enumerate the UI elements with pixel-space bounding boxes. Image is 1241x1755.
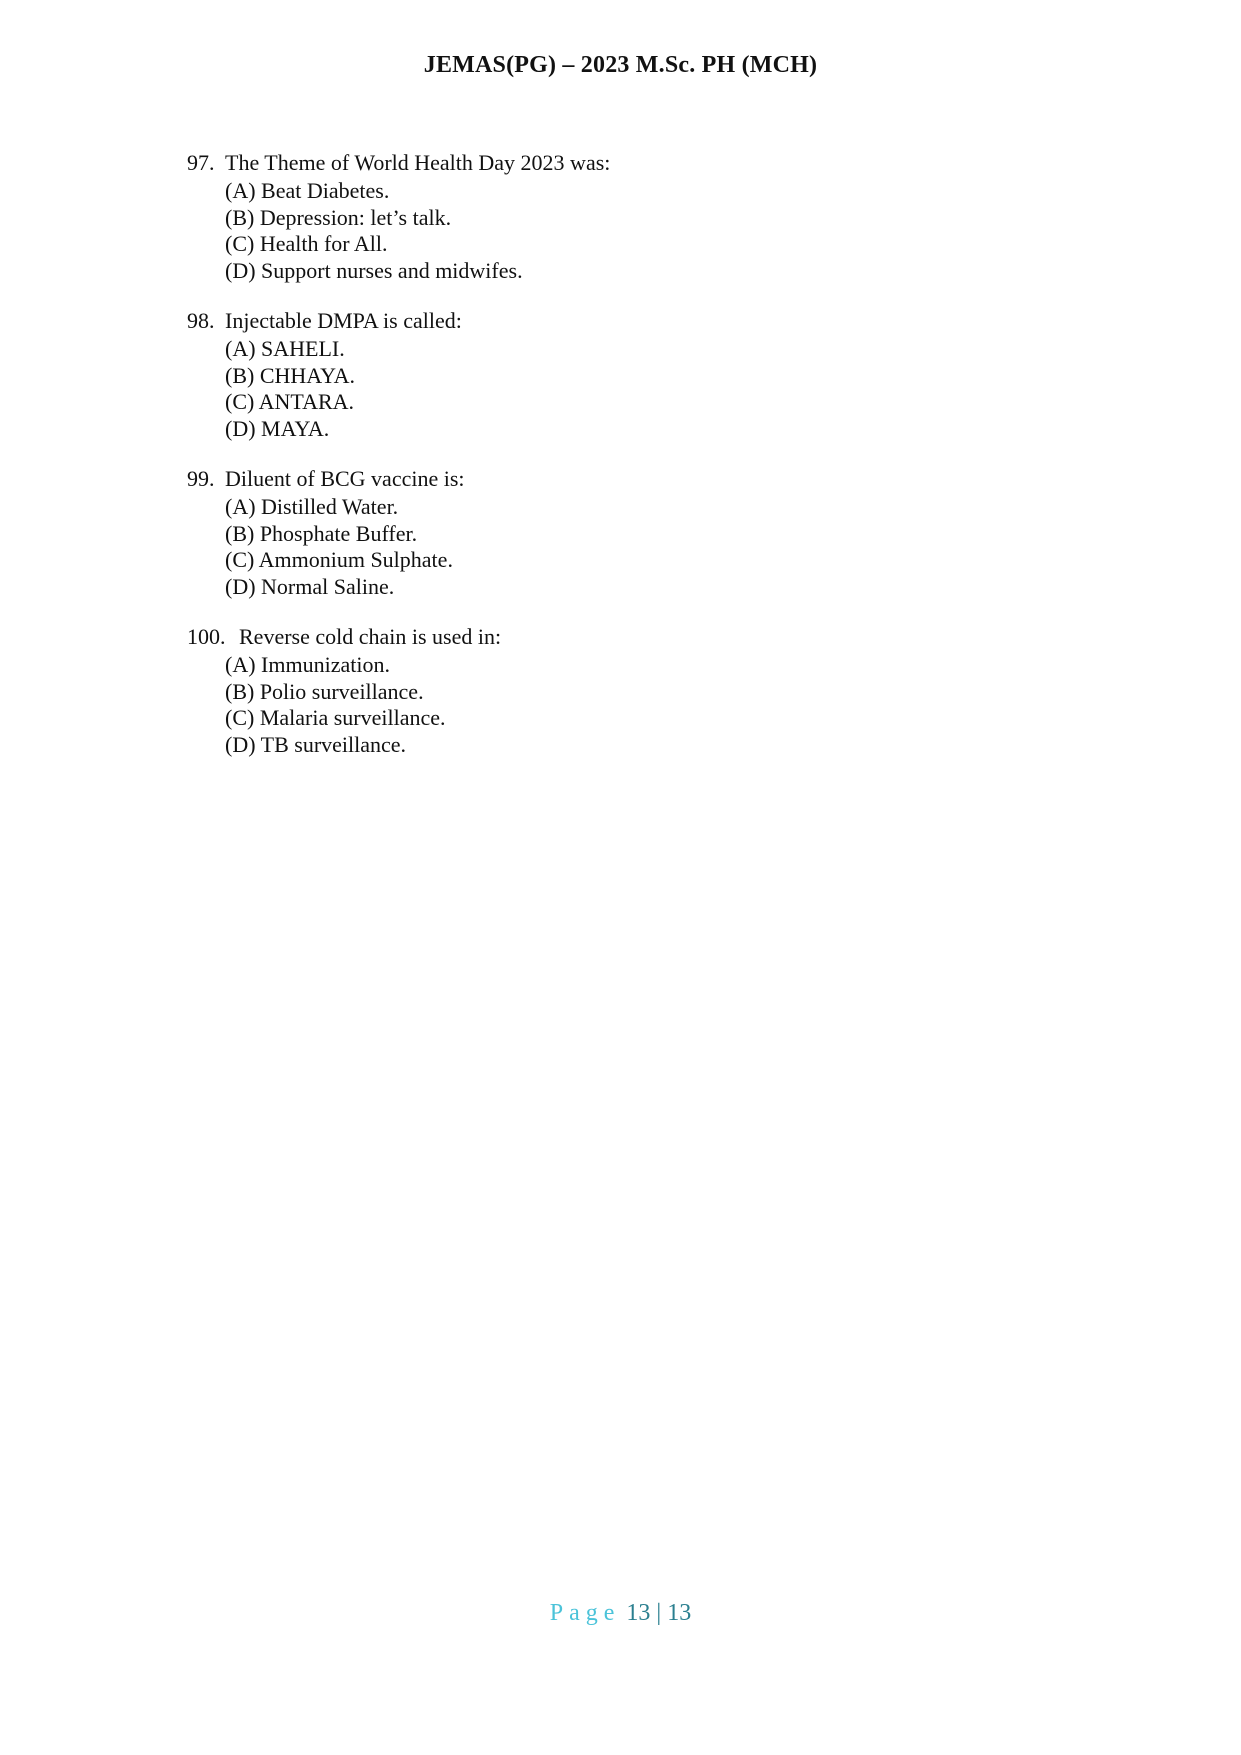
option-a: (A) SAHELI. — [225, 336, 345, 361]
page-header — [0, 52, 1241, 79]
question-99 — [187, 464, 1087, 600]
question-stem — [187, 622, 1087, 652]
option-list — [225, 178, 1087, 284]
document-title: JEMAS(PG) – 2023 M.Sc. PH (MCH) — [423, 52, 818, 78]
option-b: (B) Polio surveillance. — [225, 678, 424, 704]
option-d: (D) Support nurses and midwifes. — [225, 257, 523, 283]
question-stem — [187, 464, 1087, 494]
option-c: (C) ANTARA. — [225, 389, 355, 414]
question-text: Reverse cold chain is used in: — [239, 624, 502, 649]
question-98 — [187, 306, 1087, 442]
option-list — [225, 336, 1087, 442]
question-text: The Theme of World Health Day 2023 was: — [225, 150, 611, 175]
question-number: 97. — [187, 150, 215, 175]
option-c: (C) Ammonium Sulphate. — [225, 547, 453, 572]
question-number: 99. — [187, 466, 215, 491]
question-list — [187, 148, 1087, 780]
question-stem — [187, 148, 1087, 178]
option-c: (C) Malaria surveillance. — [225, 705, 446, 730]
question-text: Injectable DMPA is called: — [225, 308, 462, 333]
question-97 — [187, 148, 1087, 284]
question-number: 98. — [187, 308, 215, 333]
option-b: (B) Phosphate Buffer. — [225, 520, 418, 546]
option-d: (D) TB surveillance. — [225, 731, 407, 757]
question-stem — [187, 306, 1087, 336]
option-b: (B) CHHAYA. — [225, 362, 355, 388]
option-c: (C) Health for All. — [225, 231, 388, 256]
option-d: (D) MAYA. — [225, 415, 330, 441]
option-list — [225, 494, 1087, 600]
question-number: 100. — [187, 624, 226, 649]
question-text: Diluent of BCG vaccine is: — [225, 466, 465, 491]
page-label: Page — [549, 1600, 621, 1626]
option-a: (A) Distilled Water. — [225, 494, 399, 519]
option-b: (B) Depression: let’s talk. — [225, 204, 452, 230]
option-d: (D) Normal Saline. — [225, 573, 395, 599]
option-a: (A) Immunization. — [225, 652, 390, 677]
question-100 — [187, 622, 1087, 758]
option-list — [225, 652, 1087, 758]
option-a: (A) Beat Diabetes. — [225, 178, 390, 203]
page-footer — [0, 1600, 1241, 1627]
page-number: 13 | 13 — [626, 1600, 692, 1626]
